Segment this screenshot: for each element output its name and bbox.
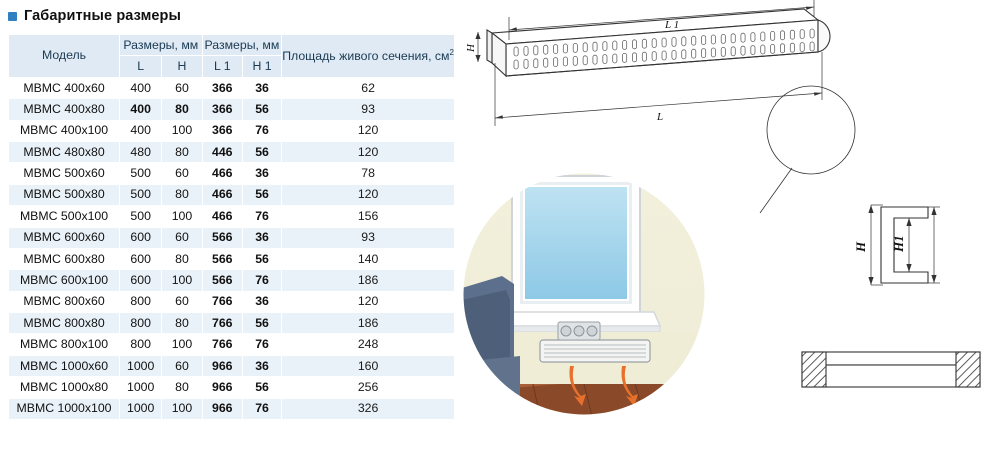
cell-h1: 76 [242,334,281,355]
cell-area: 140 [282,248,455,269]
cell-l1: 366 [202,77,242,98]
cell-l1: 766 [202,291,242,312]
cell-h1: 76 [242,398,281,419]
table-row [9,206,455,227]
table-body [9,77,455,419]
cell-l1: 566 [202,227,242,248]
table-row [9,334,455,355]
cell-l: 1000 [120,355,162,376]
cell-h1: 76 [242,120,281,141]
cell-h1: 36 [242,77,281,98]
dimension-label-l1: L 1 [665,19,680,31]
cell-h: 60 [162,227,202,248]
cell-model: МВМС 600x60 [9,227,120,248]
cell-l1: 766 [202,313,242,334]
cell-l1: 366 [202,99,242,120]
cell-l1: 966 [202,355,242,376]
cell-h1: 56 [242,141,281,162]
cell-h1: 56 [242,99,281,120]
cell-area: 62 [282,77,455,98]
cell-h: 60 [162,291,202,312]
cell-area: 156 [282,206,455,227]
cell-h: 80 [162,99,202,120]
cell-h: 100 [162,206,202,227]
section-detail [853,205,940,285]
col-header-area-sup: 2 [449,47,454,57]
table-row [9,99,455,120]
cell-l1: 966 [202,377,242,398]
bullet-icon [8,12,17,21]
cell-model: МВМС 400x60 [9,77,120,98]
cell-l: 1000 [120,398,162,419]
cell-h: 80 [162,184,202,205]
table-row [9,184,455,205]
table-row [9,141,455,162]
table-row [9,248,455,269]
cell-l: 600 [120,270,162,291]
cell-h1: 56 [242,313,281,334]
cell-model: МВМС 1000x80 [9,377,120,398]
cell-area: 120 [282,184,455,205]
col-header-l1: L 1 [202,56,242,77]
table-row [9,270,455,291]
table-row [9,291,455,312]
cell-l: 500 [120,206,162,227]
cell-l1: 766 [202,334,242,355]
cell-h1: 76 [242,270,281,291]
section-plan-detail [802,352,980,387]
cell-area: 248 [282,334,455,355]
cell-h: 60 [162,77,202,98]
cell-l1: 466 [202,184,242,205]
page-title: Габаритные размеры [24,8,181,24]
col-header-l: L [120,56,162,77]
page-header [8,8,181,24]
col-header-h1: H 1 [242,56,281,77]
dimension-label-l: L [657,111,664,123]
cell-model: МВМС 800x60 [9,291,120,312]
cell-h1: 36 [242,291,281,312]
cell-model: МВМС 600x100 [9,270,120,291]
cell-area: 120 [282,291,455,312]
dimension-label-h-section: H [853,241,868,252]
cell-area: 120 [282,141,455,162]
col-header-group-l1h1: Размеры, мм [202,35,282,56]
cell-l: 480 [120,141,162,162]
col-header-h: H [162,56,202,77]
cell-l: 500 [120,184,162,205]
cell-h: 60 [162,163,202,184]
cell-l: 800 [120,313,162,334]
cell-h1: 56 [242,377,281,398]
cell-area: 120 [282,120,455,141]
cell-h1: 56 [242,184,281,205]
cell-model: МВМС 500x100 [9,206,120,227]
cell-model: МВМС 500x60 [9,163,120,184]
table-row [9,398,455,419]
dimension-label-h1-section: H1 [891,235,906,252]
table-header-row-1 [9,35,455,56]
technical-drawing [462,0,1001,464]
cell-h: 60 [162,355,202,376]
cell-l: 600 [120,248,162,269]
cell-model: МВМС 800x80 [9,313,120,334]
cell-l: 800 [120,334,162,355]
cell-model: МВМС 480x80 [9,141,120,162]
dimensions-table-wrap [8,34,455,420]
cell-l: 600 [120,227,162,248]
cell-h: 100 [162,270,202,291]
dimension-label-h-left: H [465,44,477,52]
cell-l1: 466 [202,206,242,227]
col-header-area-text: Площадь живого сечения, см [282,48,450,63]
cell-l1: 566 [202,270,242,291]
cell-area: 93 [282,227,455,248]
table-row [9,163,455,184]
col-header-area [282,35,455,78]
cell-model: МВМС 1000x60 [9,355,120,376]
cell-h: 80 [162,141,202,162]
cell-model: МВМС 500x80 [9,184,120,205]
table-head [9,35,455,78]
cell-h: 80 [162,377,202,398]
cell-h1: 76 [242,206,281,227]
cell-l1: 566 [202,248,242,269]
cell-h1: 36 [242,227,281,248]
cell-h: 100 [162,120,202,141]
cell-model: МВМС 1000x100 [9,398,120,419]
cell-l1: 446 [202,141,242,162]
cell-l: 800 [120,291,162,312]
cell-model: МВМС 600x80 [9,248,120,269]
detail-callout [760,86,855,213]
cell-h: 100 [162,398,202,419]
cell-l: 400 [120,120,162,141]
cell-l1: 966 [202,398,242,419]
cell-l: 1000 [120,377,162,398]
cell-area: 160 [282,355,455,376]
table-row [9,377,455,398]
dimensions-table [8,34,455,420]
cell-area: 186 [282,313,455,334]
cell-model: МВМС 400x100 [9,120,120,141]
cell-h: 100 [162,334,202,355]
cell-l1: 466 [202,163,242,184]
cell-area: 326 [282,398,455,419]
col-header-model: Модель [9,35,120,78]
cell-h: 80 [162,248,202,269]
table-row [9,227,455,248]
cell-h1: 56 [242,248,281,269]
cell-area: 93 [282,99,455,120]
cell-l: 400 [120,99,162,120]
illustration-area [462,0,1001,464]
table-row [9,355,455,376]
cell-l1: 366 [202,120,242,141]
cell-l: 400 [120,77,162,98]
table-row [9,120,455,141]
cell-h: 80 [162,313,202,334]
cell-h1: 36 [242,163,281,184]
col-header-group-lh: Размеры, мм [120,35,203,56]
cell-area: 78 [282,163,455,184]
cell-area: 256 [282,377,455,398]
cell-model: МВМС 800x100 [9,334,120,355]
table-row [9,313,455,334]
cell-area: 186 [282,270,455,291]
cell-h1: 36 [242,355,281,376]
cell-model: МВМС 400x80 [9,99,120,120]
cell-l: 500 [120,163,162,184]
table-row [9,77,455,98]
